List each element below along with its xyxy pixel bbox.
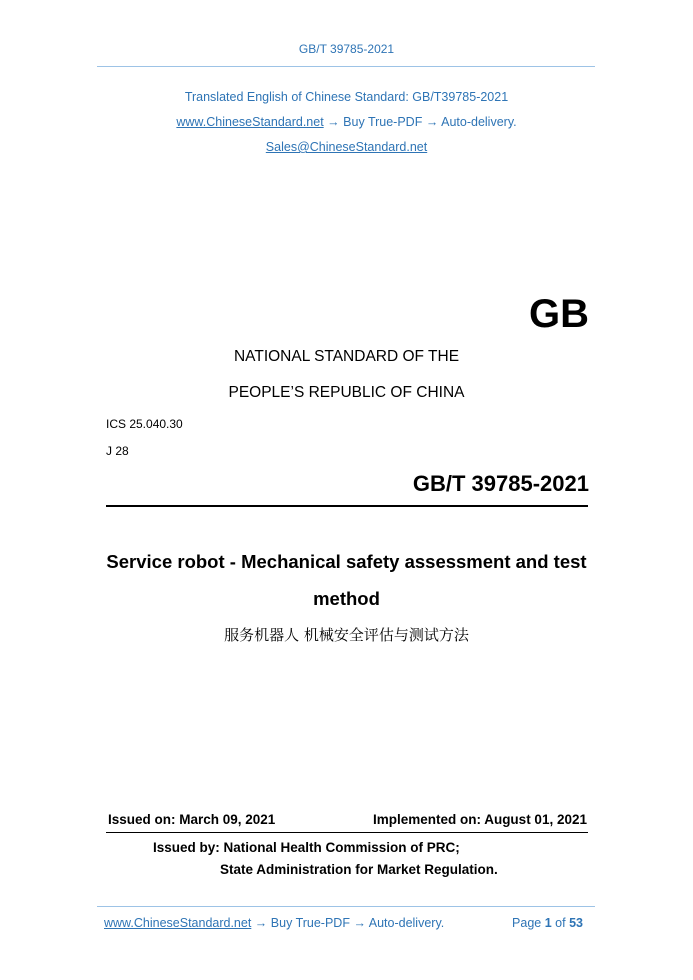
issued-date: Issued on: March 09, 2021 xyxy=(108,812,276,827)
auto-delivery-text: Auto-delivery. xyxy=(441,115,517,129)
number-rule xyxy=(106,505,588,507)
running-header: GB/T 39785-2021 xyxy=(298,42,395,56)
dates-rule xyxy=(106,832,588,833)
ccs-code: J 28 xyxy=(106,444,129,458)
ics-code: ICS 25.040.30 xyxy=(106,417,183,431)
footer-buy-text: Buy True-PDF xyxy=(270,916,350,930)
footer-rule xyxy=(97,906,595,907)
translated-line: Translated English of Chinese Standard: GB/T39785-2021 xyxy=(184,90,509,104)
arrow-icon: → xyxy=(327,115,340,129)
implemented-date: Implemented on: August 01, 2021 xyxy=(372,812,587,827)
page-total: 53 xyxy=(569,916,583,930)
arrow-icon: → xyxy=(353,916,366,930)
buy-text: Buy True-PDF xyxy=(343,115,423,129)
page-label: Page xyxy=(512,916,542,930)
page-current: 1 xyxy=(544,916,552,930)
footer-site-link[interactable]: www.ChineseStandard.net xyxy=(104,916,252,930)
republic-line: PEOPLE’S REPUBLIC OF CHINA xyxy=(228,384,465,401)
gb-mark: GB xyxy=(529,292,589,336)
purchase-line xyxy=(0,115,693,129)
page-indicator xyxy=(512,916,583,930)
footer-purchase-line xyxy=(104,916,444,930)
page-of: of xyxy=(555,916,566,930)
arrow-icon: → xyxy=(254,916,268,930)
sales-line xyxy=(0,140,693,154)
standard-number: GB/T 39785-2021 xyxy=(412,471,589,496)
national-standard-line: NATIONAL STANDARD OF THE xyxy=(233,348,460,365)
issuer-line-1: Issued by: National Health Commission of PRC; xyxy=(153,840,460,855)
chinese-title: 服务机器人 机械安全评估与测试方法 xyxy=(224,626,469,644)
issuer-line-2: State Administration for Market Regulation. xyxy=(220,862,498,877)
arrow-icon: → xyxy=(425,115,439,129)
site-link[interactable]: www.ChineseStandard.net xyxy=(176,115,324,129)
sales-email-link[interactable]: Sales@ChineseStandard.net xyxy=(265,140,428,154)
footer-auto-delivery-text: Auto-delivery. xyxy=(368,916,445,930)
title-line-1: Service robot - Mechanical safety assessment and test xyxy=(106,551,587,572)
header-rule xyxy=(97,66,595,67)
title-line-2: method xyxy=(313,588,380,609)
